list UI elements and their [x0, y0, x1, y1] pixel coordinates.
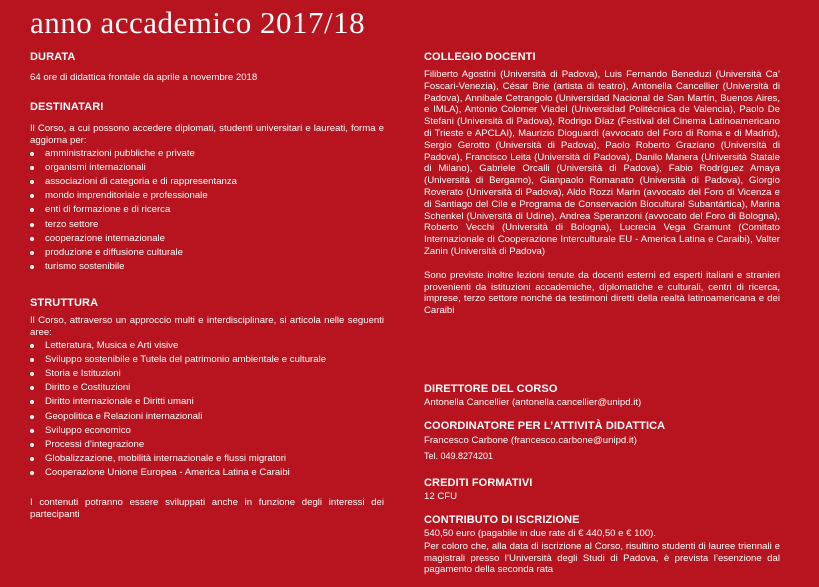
- list-item: [30, 438, 384, 452]
- direttore-heading: DIRETTORE DEL CORSO: [424, 383, 558, 395]
- list-item: [30, 147, 384, 161]
- list-item-label: Storia e Istituzioni: [45, 368, 121, 379]
- bullet-icon: [30, 372, 34, 376]
- coordinatore-section: [424, 419, 780, 463]
- bullet-icon: [30, 443, 34, 447]
- crediti-section: [424, 476, 780, 503]
- list-item: [30, 367, 384, 381]
- contributo-note: Per coloro che, alla data di iscrizione al Corso, risultino studenti di lauree triennali e magistrali presso l’Università degli Studi di Padova, è prevista l’esenzione dal pagamento della seconda rata: [424, 540, 780, 576]
- list-item-label: Cooperazione Unione Europea - America Latina e Caraibi: [45, 467, 290, 479]
- list-item-label: turismo sostenibile: [45, 261, 125, 273]
- list-item-label: Sviluppo economico: [45, 424, 131, 436]
- list-item-label: mondo imprenditoriale e professionale: [45, 190, 208, 202]
- list-item: [30, 203, 384, 217]
- collegio-text: Filiberto Agostini (Università di Padova), Luis Fernando Beneduzi (Università Ca’ Foscari-Venezia), César Brie (artista di teatro), Antonella Cancellier (Università di Padova), Annibale Cetrangolo (Universidad Nacional de San Martín, Buenos Aires, e IMLA), Antonio Colomer Viadel (Universidad Politécnica de Valencia), Paolo De Stefani (Università di Padova), Rodrigo Díaz (Festival del Cinema Latinoamericano di Trieste e APCLAI), Maurizio Dioguardi (avvocato del Foro di Roma e di Madrid), Sergio Gerotto (Università di Padova), Paolo Roberto Graziano (Università di Padova), Francisco Leita (Università di Padova), Danilo Manera (Università Statale di Milano), Gabriele Orcalli (Università di Padova), Fabio Rodríguez Amaya (Università di Bergamo), Gianpaolo Romanato (Università di Padova), Giorgio Roverato (Università di Padova), Aldo Rozzi Marin (avvocato del Foro di Vicenza e di Santiago del Cile e Programa de Conservación Biocultural Subantártica), Marina Schenkel (Università di Udine), Andrea Speranzoni (avvocato del Foro di Bologna), Roberto Vecchi (Università di Bologna), Lucrecia Vega Gramunt (Comitato Internazionale di Cooperazione Interculturale EU - America Latina e Caraibi), Valter Zanin (Università di Padova): [424, 69, 780, 257]
- list-item: [30, 232, 384, 246]
- list-item-label: Globalizzazione, mobilità internazionale e flussi migratori: [45, 453, 287, 465]
- list-item: [30, 161, 384, 175]
- list-item: [30, 260, 384, 274]
- list-item: [30, 246, 384, 260]
- bullet-icon: [30, 237, 34, 241]
- list-item-label: amministrazioni pubbliche e private: [45, 147, 195, 159]
- list-item: [30, 218, 384, 232]
- destinatari-list: [30, 147, 384, 275]
- list-item-label: terzo settore: [45, 218, 99, 230]
- list-item: [30, 381, 384, 395]
- bullet-icon: [30, 358, 34, 362]
- bullet-icon: [30, 208, 34, 212]
- struttura-note: [30, 497, 384, 521]
- list-item: [30, 410, 384, 424]
- bullet-icon: [30, 344, 34, 348]
- struttura-section: [30, 296, 384, 481]
- contributo-heading: CONTRIBUTO DI ISCRIZIONE: [424, 514, 580, 526]
- list-item: [30, 175, 384, 189]
- bullet-icon: [30, 386, 34, 390]
- list-item-label: cooperazione internazionale: [45, 232, 166, 244]
- coordinatore-text: Francesco Carbone (francesco.carbone@unipd.it): [424, 435, 637, 446]
- list-item-label: Processi d’integrazione: [45, 439, 145, 451]
- bullet-icon: [30, 223, 34, 227]
- list-item: [30, 452, 384, 466]
- list-item-label: organismi internazionali: [45, 161, 146, 173]
- collegio-section: [424, 50, 780, 317]
- bullet-icon: [30, 415, 34, 419]
- bullet-icon: [30, 400, 34, 404]
- list-item: [30, 466, 384, 480]
- struttura-heading: STRUTTURA: [30, 297, 99, 309]
- contributo-text: 540,50 euro (pagabile in due rate di € 440,50 e € 100).: [424, 528, 657, 539]
- list-item-label: Letteratura, Musica e Arti visive: [45, 339, 179, 351]
- list-item-label: Geopolitica e Relazioni internazionali: [45, 410, 203, 422]
- list-item: [30, 339, 384, 353]
- list-item: [30, 395, 384, 409]
- bullet-icon: [30, 251, 34, 255]
- bullet-icon: [30, 180, 34, 184]
- bullet-icon: [30, 166, 34, 170]
- bullet-icon: [30, 194, 34, 198]
- bullet-icon: [30, 265, 34, 269]
- list-item-label: Sviluppo sostenibile e Tutela del patrimonio ambientale e culturale: [45, 353, 327, 365]
- list-item-label: Diritto internazionale e Diritti umani: [45, 396, 194, 408]
- list-item: [30, 353, 384, 367]
- page-title: anno accademico 2017/18: [30, 5, 366, 40]
- destinatari-section: [30, 100, 384, 274]
- coordinatore-tel: Tel. 049.8274201: [424, 450, 494, 461]
- list-item: [30, 424, 384, 438]
- list-item: [30, 189, 384, 203]
- direttore-text: Antonella Cancellier (antonella.cancellier@unipd.it): [424, 397, 642, 408]
- left-column: [30, 46, 384, 586]
- bullet-icon: [30, 152, 34, 156]
- struttura-note-text: I contenuti potranno essere sviluppati anche in funzione degli interessi dei partecipanti: [30, 497, 384, 520]
- crediti-text: 12 CFU: [424, 491, 458, 502]
- bullet-icon: [30, 429, 34, 433]
- durata-heading: DURATA: [30, 51, 76, 63]
- coordinatore-heading: COORDINATORE PER L’ATTIVITÀ DIDATTICA: [424, 420, 666, 432]
- durata-text: 64 ore di didattica frontale da aprile a novembre 2018: [30, 72, 258, 83]
- bullet-icon: [30, 457, 34, 461]
- durata-section: [30, 50, 384, 84]
- list-item-label: associazioni di categoria e di rappresentanza: [45, 176, 237, 187]
- struttura-intro: Il Corso, attraverso un approccio multi e interdisciplinare, si articola nelle seguenti aree:: [30, 315, 384, 338]
- collegio-extra: Sono previste inoltre lezioni tenute da docenti esterni ed esperti italiani e stranieri provenienti da istituzioni accademiche, diplomatiche e culturali, centri di ricerca, imprese, terzo settore nonché da testimoni diretti della realtà latinoamericana e dei Caraibi: [424, 269, 780, 317]
- right-column: [424, 46, 780, 586]
- direttore-section: [424, 382, 780, 409]
- destinatari-intro: Il Corso, a cui possono accedere diplomati, studenti universitari e laureati, forma e aggiorna per:: [30, 123, 384, 146]
- struttura-list: [30, 339, 384, 481]
- collegio-heading: COLLEGIO DOCENTI: [424, 51, 536, 63]
- list-item-label: Diritto e Costituzioni: [45, 382, 131, 394]
- contributo-section: [424, 513, 780, 576]
- crediti-heading: CREDITI FORMATIVI: [424, 477, 533, 489]
- destinatari-heading: DESTINATARI: [30, 101, 104, 113]
- bullet-icon: [30, 471, 34, 475]
- list-item-label: produzione e diffusione culturale: [45, 247, 183, 259]
- list-item-label: enti di formazione e di ricerca: [45, 204, 171, 216]
